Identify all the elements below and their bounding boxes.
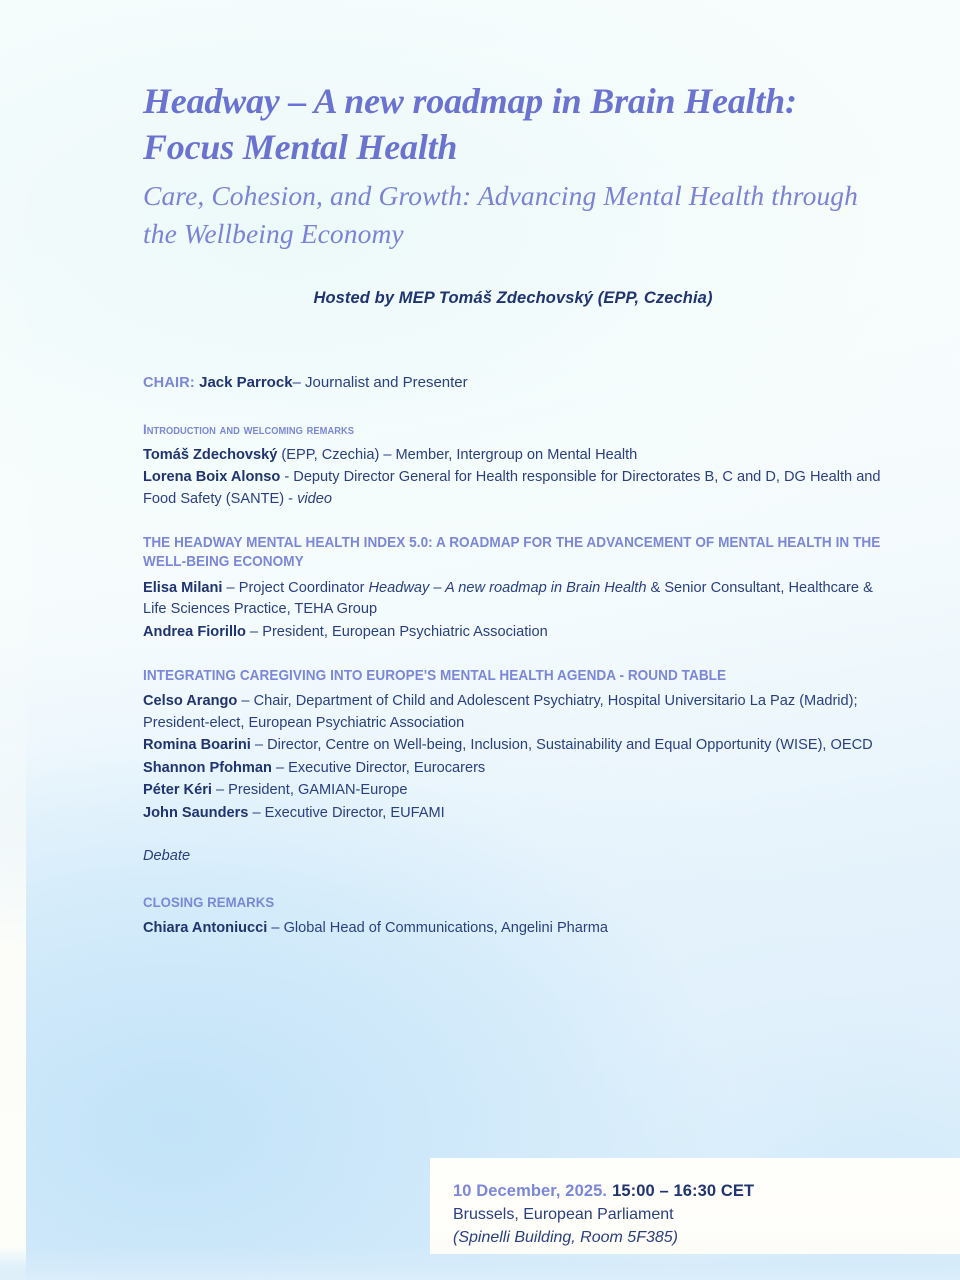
speaker-role: – Director, Centre on Well-being, Inclusion, Sustainability and Equal Opportunity (WISE), OECD <box>250 737 873 754</box>
speaker-role-emphasis: Headway – A new roadmap in Brain Health <box>368 579 647 596</box>
event-room: (Spinelli Building, Room 5F385) <box>453 1228 678 1246</box>
speaker-entry <box>143 622 888 643</box>
page-subtitle: Care, Cohesion, and Growth: Advancing Mental Health through the Wellbeing Economy <box>143 179 858 249</box>
speaker-entry <box>143 467 888 510</box>
section-heading: Introduction and welcoming remarks <box>143 421 355 438</box>
speaker-role: – Executive Director, Eurocarers <box>271 759 486 776</box>
agenda-section <box>143 667 888 824</box>
event-venue: Brussels, European Parliament <box>453 1205 674 1223</box>
left-edge-strip <box>0 0 26 1280</box>
speaker-name: Péter Kéri <box>143 782 212 799</box>
event-details-inner <box>430 1158 960 1249</box>
speaker-entry <box>143 780 888 801</box>
speaker-role: – Project Coordinator <box>222 579 369 596</box>
event-date: 10 December, 2025. <box>453 1182 608 1200</box>
speaker-role: - Deputy Director General for Health responsible for Directorates B, C and D, DG Health and Food Safety (SANTE) - <box>143 469 881 507</box>
event-details-panel <box>430 1158 960 1254</box>
agenda-section <box>143 894 888 939</box>
speaker-entry <box>143 445 888 466</box>
speaker-name: Lorena Boix Alonso <box>143 469 281 486</box>
section-heading: INTEGRATING CAREGIVING INTO EUROPE'S MENTAL HEALTH AGENDA - ROUND TABLE <box>143 668 727 685</box>
speaker-name: Chiara Antoniucci <box>143 919 268 936</box>
speaker-entry <box>143 578 888 621</box>
speaker-name: John Saunders <box>143 804 249 821</box>
speaker-role-cont: & Senior Consultant, Healthcare & Life Sciences Practice, TEHA Group <box>143 579 873 618</box>
speaker-role: (EPP, Czechia) – Member, Intergroup on Mental Health <box>277 446 638 463</box>
speaker-entry <box>143 691 888 734</box>
speaker-name: Tomáš Zdechovský <box>143 446 278 463</box>
speaker-name: Celso Arango <box>143 693 238 710</box>
section-heading: CLOSING REMARKS <box>143 895 275 912</box>
speaker-name: Andrea Fiorillo <box>143 623 246 640</box>
speaker-name: Elisa Milani <box>143 579 223 596</box>
chair-line <box>143 372 888 395</box>
speaker-role: – Chair, Department of Child and Adolescent Psychiatry, Hospital Universitario La Paz (Madrid); President-elect, European Psychiatric Association <box>143 693 858 731</box>
hosted-by-line: Hosted by MEP Tomáš Zdechovský (EPP, Czechia) <box>313 289 713 307</box>
chair-name: Jack Parrock <box>199 374 293 391</box>
agenda-section <box>143 534 888 643</box>
speaker-role: – Global Head of Communications, Angelini Pharma <box>267 919 609 936</box>
chair-label: CHAIR: <box>143 375 195 391</box>
speaker-entry <box>143 735 888 756</box>
event-datetime <box>453 1180 960 1204</box>
title-block <box>143 78 883 253</box>
debate-item: Debate <box>143 848 191 865</box>
chair-role: – Journalist and Presenter <box>292 374 468 391</box>
page-title: Headway – A new roadmap in Brain Health: Focus Mental Health <box>143 81 797 168</box>
speaker-entry <box>143 918 888 939</box>
speaker-entry <box>143 758 888 779</box>
speaker-name: Shannon Pfohman <box>143 759 272 776</box>
agenda <box>143 372 888 963</box>
event-time: 15:00 – 16:30 CET <box>612 1182 755 1200</box>
speaker-role: – Executive Director, EUFAMI <box>248 804 445 821</box>
speaker-entry <box>143 803 888 824</box>
speaker-role: – President, GAMIAN-Europe <box>211 782 408 799</box>
section-heading: THE HEADWAY MENTAL HEALTH INDEX 5.0: A ROADMAP FOR THE ADVANCEMENT OF MENTAL HEALTH IN THE WELL-BEING ECONOMY <box>143 534 881 571</box>
speaker-role-note: video <box>297 490 332 507</box>
agenda-section <box>143 421 888 510</box>
speaker-name: Romina Boarini <box>143 737 251 754</box>
speaker-role: – President, European Psychiatric Association <box>245 623 548 640</box>
